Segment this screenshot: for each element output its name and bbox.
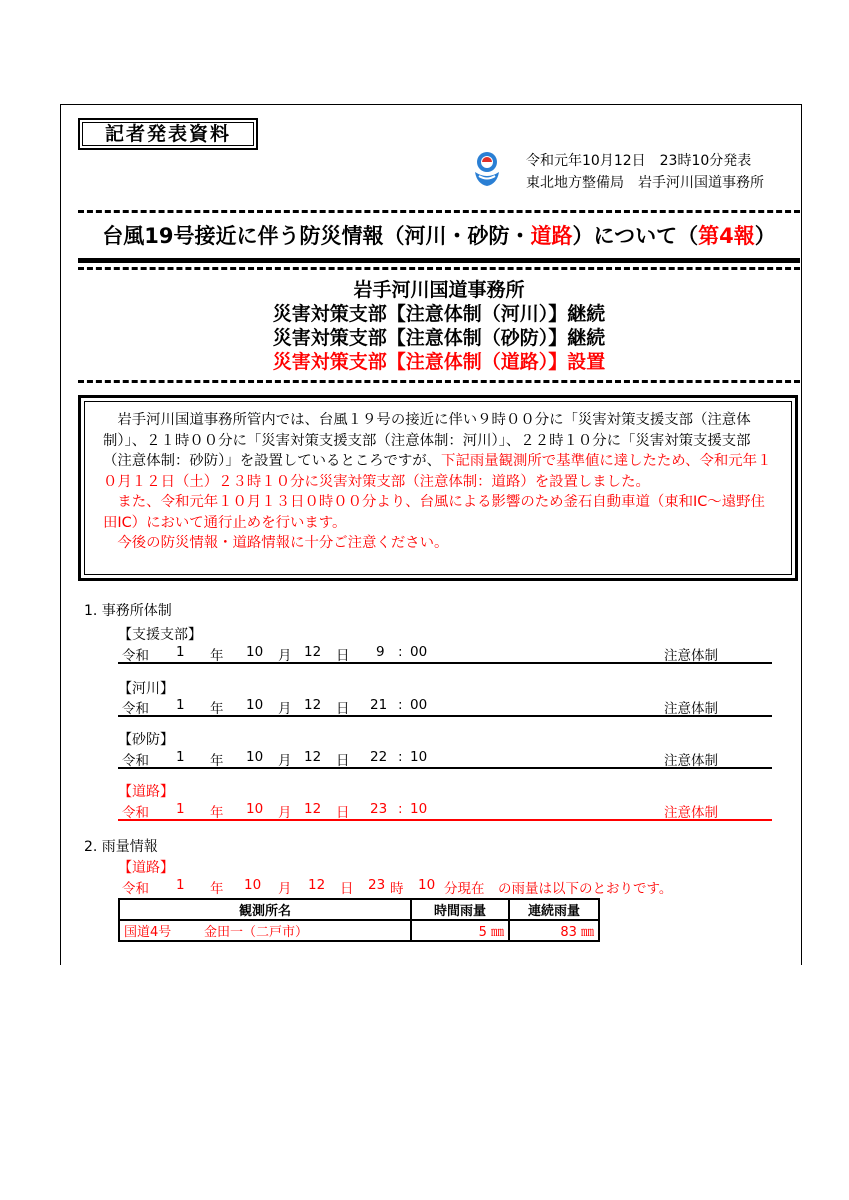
table-header-hourly: 時間雨量 bbox=[411, 899, 509, 920]
table-header-station: 観測所名 bbox=[119, 899, 411, 920]
entry-label: 【砂防】 bbox=[118, 732, 174, 748]
title-bottom-dash bbox=[78, 267, 800, 270]
table-header-continuous: 連続雨量 bbox=[509, 899, 599, 920]
hq-bottom-rule bbox=[78, 380, 800, 383]
release-date: 令和元年10月12日 23時10分発表 bbox=[526, 153, 752, 169]
entry-label: 【道路】 bbox=[118, 784, 174, 800]
notice-box bbox=[78, 395, 798, 581]
table-row bbox=[119, 920, 599, 941]
press-release-label: 記者発表資料 bbox=[78, 118, 258, 150]
entry-label: 【河川】 bbox=[118, 681, 174, 697]
table-header-row bbox=[119, 899, 599, 920]
release-issuer: 東北地方整備局 岩手河川国道事務所 bbox=[526, 175, 764, 191]
schedule-row: 令和 1 年 10 月 12 日 23 : 10 注意体制 bbox=[118, 801, 772, 821]
hourly-cell: 5 ㎜ bbox=[411, 920, 509, 941]
office-name: 岩手河川国道事務所 bbox=[353, 279, 525, 301]
route-cell: 国道4号 bbox=[119, 920, 200, 941]
station-cell: 金田一（二戸市） bbox=[200, 920, 411, 941]
schedule-row: 令和 1 年 10 月 12 日 9 : 00 注意体制 bbox=[118, 644, 772, 664]
status-river: 災害対策支部【注意体制（河川）】継続 bbox=[272, 303, 606, 325]
rain-timestamp: 令和 1 年 10 月 12 日 23 時 10 分現在 の雨量は以下のとおりです。 bbox=[122, 877, 673, 897]
schedule-row: 令和 1 年 10 月 12 日 22 : 10 注意体制 bbox=[118, 749, 772, 769]
notice-text: 岩手河川国道事務所管内では、台風１９号の接近に伴い９時００分に「災害対策支援支部（注意体制）」、２１時００分に「災害対策支援支部（注意体制：河川）」、２２時１０分に「災害対策支援支部（注意体制：砂防）」を設置しているところですが、下記雨量観測所で基準値に達したため、令和元年１０月１２日（土）２３時１０分に災害対策支部（注意体制：道路）を設置しました。 また、令和元年１０月１３日０時００分より、台風による影響のため釜石自動車道（東和IC～遠野住田IC）において通行止めを行います。 今後の防災情報・道路情報に十分ご注意ください。 bbox=[103, 412, 772, 551]
continuous-cell: 83 ㎜ bbox=[509, 920, 599, 941]
page-title: 台風19号接近に伴う防災情報（河川・砂防・道路）について（第4報） bbox=[102, 224, 776, 248]
status-erosion: 災害対策支部【注意体制（砂防）】継続 bbox=[272, 327, 606, 349]
mlit-logo-icon bbox=[470, 150, 504, 192]
status-road: 災害対策支部【注意体制（道路）】設置 bbox=[272, 351, 606, 373]
release-info bbox=[526, 150, 764, 194]
title-bottom-rule bbox=[78, 258, 800, 263]
section2-heading: 2. 雨量情報 bbox=[84, 839, 158, 855]
schedule-row: 令和 1 年 10 月 12 日 21 : 00 注意体制 bbox=[118, 697, 772, 717]
rainfall-table bbox=[118, 898, 600, 942]
section1-heading: 1. 事務所体制 bbox=[84, 603, 172, 619]
headquarters-status bbox=[78, 278, 800, 374]
title-top-rule bbox=[78, 210, 800, 213]
entry-label: 【支援支部】 bbox=[118, 627, 202, 643]
rain-label: 【道路】 bbox=[118, 860, 174, 876]
